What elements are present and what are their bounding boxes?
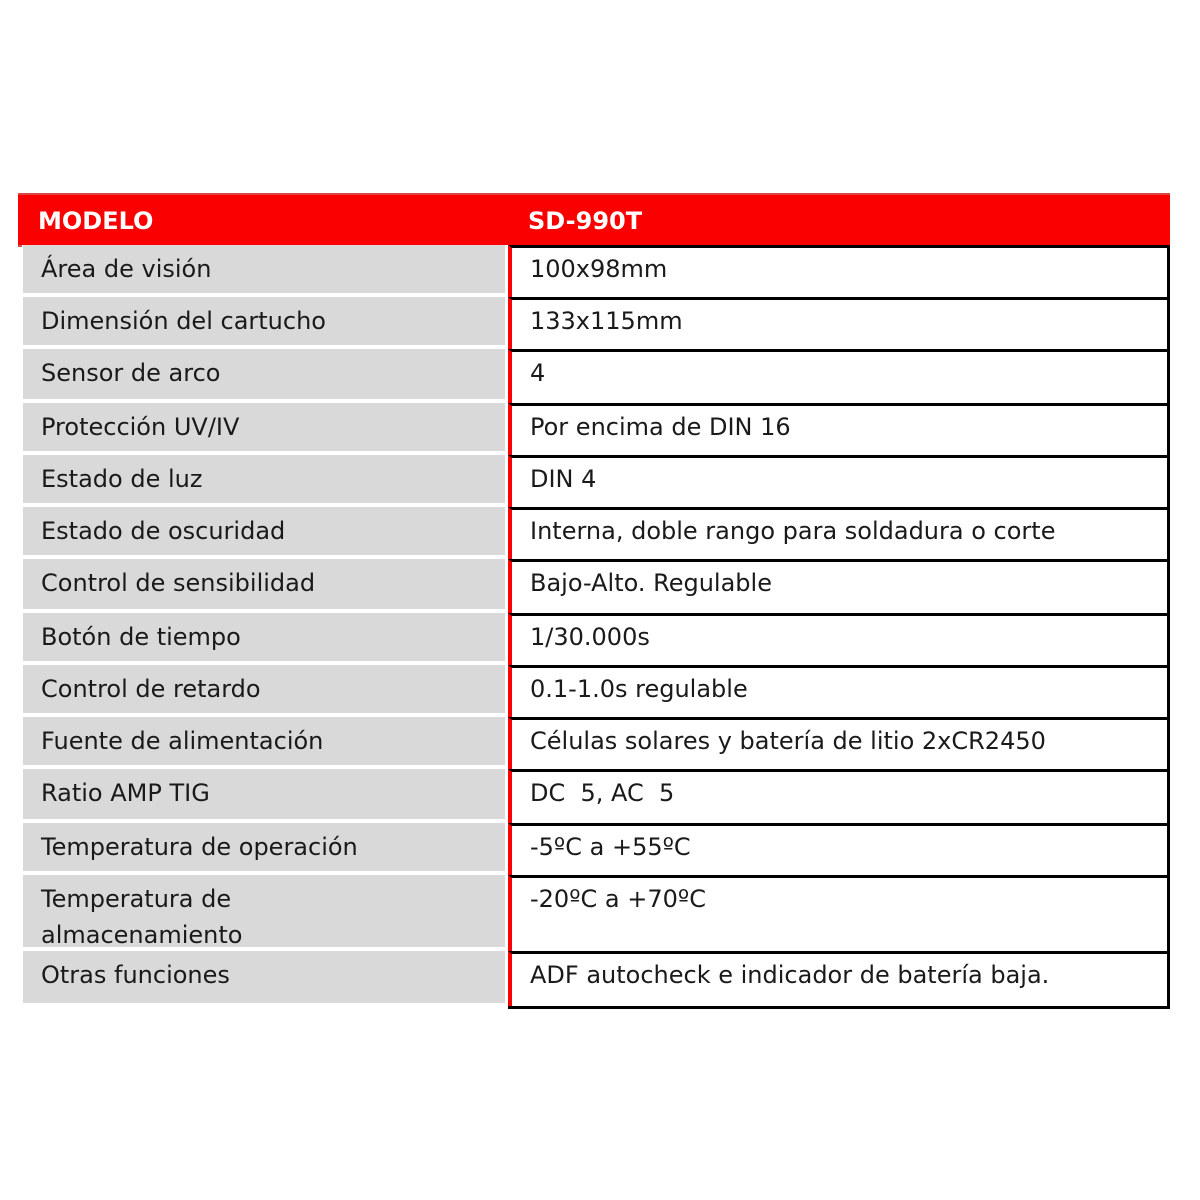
spec-label-cell [23,297,505,345]
spec-value: Células solares y batería de litio 2xCR2450 [530,727,1046,755]
spec-value: DIN 4 [530,465,597,493]
spec-label: Protección UV/IV [41,413,240,441]
spec-value: 100x98mm [530,255,668,283]
header-value: SD-990T [528,207,643,235]
spec-value: DC 5, AC 5 [530,779,675,807]
spec-value: ADF autocheck e indicador de batería baja. [530,961,1050,989]
table-row [0,349,1200,403]
spec-value: Por encima de DIN 16 [530,413,791,441]
spec-label: Estado de oscuridad [41,517,286,545]
table-row [0,613,1200,665]
spec-value: 0.1-1.0s regulable [530,675,748,703]
table-row [0,507,1200,559]
spec-value-cell [508,875,1170,951]
spec-label: Temperatura de almacenamiento [41,885,243,949]
spec-label: Otras funciones [41,961,230,989]
table-row [0,297,1200,349]
spec-label-cell [23,559,505,609]
header-label: MODELO [38,207,154,235]
spec-value-cell [508,455,1170,507]
spec-label-cell [23,403,505,451]
table-row [0,951,1200,1007]
spec-value: -20ºC a +70ºC [530,885,706,913]
table-row [0,875,1200,951]
spec-label: Área de visión [41,255,212,283]
spec-label-cell [23,875,505,947]
table-row [0,403,1200,455]
spec-value-cell [508,507,1170,559]
spec-value-cell [508,349,1170,403]
spec-label-cell [23,717,505,765]
spec-label-cell [23,245,505,293]
spec-label-cell [23,823,505,871]
spec-value-cell [508,245,1170,297]
spec-value: -5ºC a +55ºC [530,833,691,861]
spec-label-cell [23,769,505,819]
spec-label-cell [23,349,505,399]
spec-label: Control de sensibilidad [41,569,316,597]
table-row [0,455,1200,507]
spec-value: Interna, doble rango para soldadura o corte [530,517,1056,545]
table-row [0,559,1200,613]
spec-label: Dimensión del cartucho [41,307,326,335]
spec-value: 1/30.000s [530,623,650,651]
table-row [0,245,1200,297]
spec-value-cell [508,665,1170,717]
spec-value-cell [508,951,1170,1007]
spec-value-cell [508,613,1170,665]
spec-value: 133x115mm [530,307,683,335]
spec-value: 4 [530,359,546,387]
spec-label-cell [23,665,505,713]
spec-value-cell [508,717,1170,769]
spec-value: Bajo-Alto. Regulable [530,569,772,597]
spec-label: Ratio AMP TIG [41,779,210,807]
spec-label: Botón de tiempo [41,623,241,651]
table-row [0,665,1200,717]
spec-value-cell [508,403,1170,455]
spec-label-cell [23,951,505,1003]
spec-value-cell [508,823,1170,875]
table-header [18,193,1170,245]
spec-label: Control de retardo [41,675,261,703]
table-row [0,717,1200,769]
spec-value-cell [508,769,1170,823]
spec-label: Sensor de arco [41,359,221,387]
spec-label-cell [23,507,505,555]
table-row [0,823,1200,875]
spec-label-cell [23,613,505,661]
table-row [0,769,1200,823]
spec-label-cell [23,455,505,503]
spec-label: Estado de luz [41,465,203,493]
spec-value-cell [508,297,1170,349]
table-bottom-border [508,1006,1170,1009]
spec-label: Fuente de alimentación [41,727,324,755]
spec-label: Temperatura de operación [41,833,358,861]
spec-value-cell [508,559,1170,613]
